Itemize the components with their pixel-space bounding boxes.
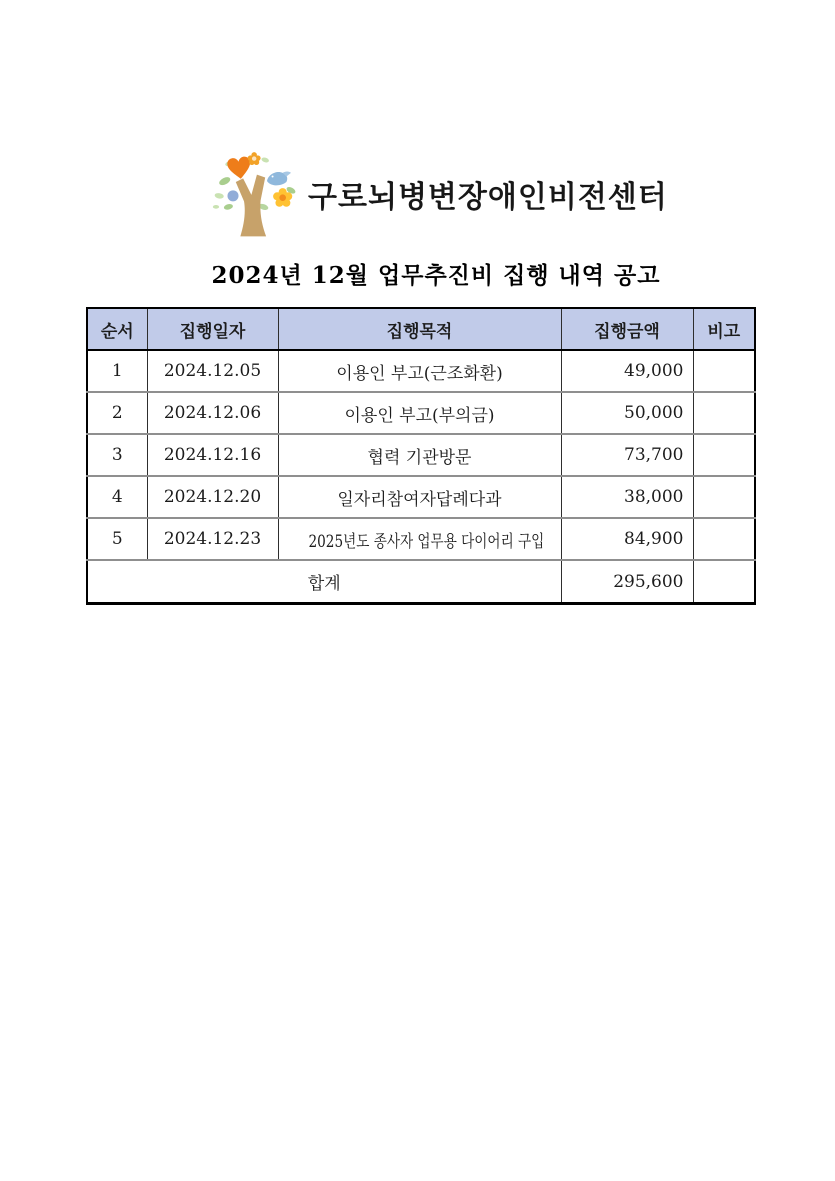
tree-heart-bird-flowers-icon <box>210 146 302 242</box>
doc-title: 2024년 12월 업무추진비 집행 내역 공고 <box>211 262 661 289</box>
total-row <box>87 560 755 604</box>
purpose-text: 이용인 부고(부의금) <box>344 405 495 426</box>
cell-purpose <box>278 476 561 518</box>
table-row <box>87 392 755 434</box>
cell-date: 2024.12.06 <box>147 392 278 434</box>
bird <box>267 171 291 185</box>
total-label: 합계 <box>87 560 561 604</box>
purpose-text: 협력 기관방문 <box>367 447 472 468</box>
table-row <box>87 434 755 476</box>
cell-note <box>693 392 755 434</box>
cell-no: 1 <box>87 350 147 392</box>
cell-no: 5 <box>87 518 147 560</box>
cell-note <box>693 518 755 560</box>
cell-no: 2 <box>87 392 147 434</box>
cell-date: 2024.12.23 <box>147 518 278 560</box>
org-logo <box>210 146 668 242</box>
table-header <box>87 308 755 350</box>
cell-no: 4 <box>87 476 147 518</box>
cell-purpose <box>278 350 561 392</box>
col-header-amount: 집행금액 <box>561 308 693 350</box>
expense-table <box>86 307 756 605</box>
cell-date: 2024.12.20 <box>147 476 278 518</box>
cell-date: 2024.12.05 <box>147 350 278 392</box>
purpose-text: 일자리참여자답례다과 <box>337 489 502 510</box>
col-header-date: 집행일자 <box>147 308 278 350</box>
cell-note <box>693 476 755 518</box>
purpose-text: 이용인 부고(근조화환) <box>336 363 503 384</box>
cell-date: 2024.12.16 <box>147 434 278 476</box>
table-row <box>87 350 755 392</box>
cell-amount: 49,000 <box>561 350 693 392</box>
cell-amount: 50,000 <box>561 392 693 434</box>
col-header-purpose: 집행목적 <box>278 308 561 350</box>
small-flower <box>248 152 261 165</box>
cell-note <box>693 350 755 392</box>
col-header-note: 비고 <box>693 308 755 350</box>
cell-amount: 84,900 <box>561 518 693 560</box>
org-name: 구로뇌병변장애인비전센터 <box>308 180 668 215</box>
col-header-order: 순서 <box>87 308 147 350</box>
cell-purpose <box>278 392 561 434</box>
total-amount: 295,600 <box>561 560 693 604</box>
total-note <box>693 560 755 604</box>
cell-purpose <box>278 434 561 476</box>
cell-note <box>693 434 755 476</box>
cell-amount: 38,000 <box>561 476 693 518</box>
purpose-text: 2025년도 종사자 업무용 다이어리 구입 <box>307 531 544 552</box>
cell-no: 3 <box>87 434 147 476</box>
table-row <box>87 476 755 518</box>
table-row <box>87 518 755 560</box>
cell-purpose <box>278 518 561 560</box>
cell-amount: 73,700 <box>561 434 693 476</box>
